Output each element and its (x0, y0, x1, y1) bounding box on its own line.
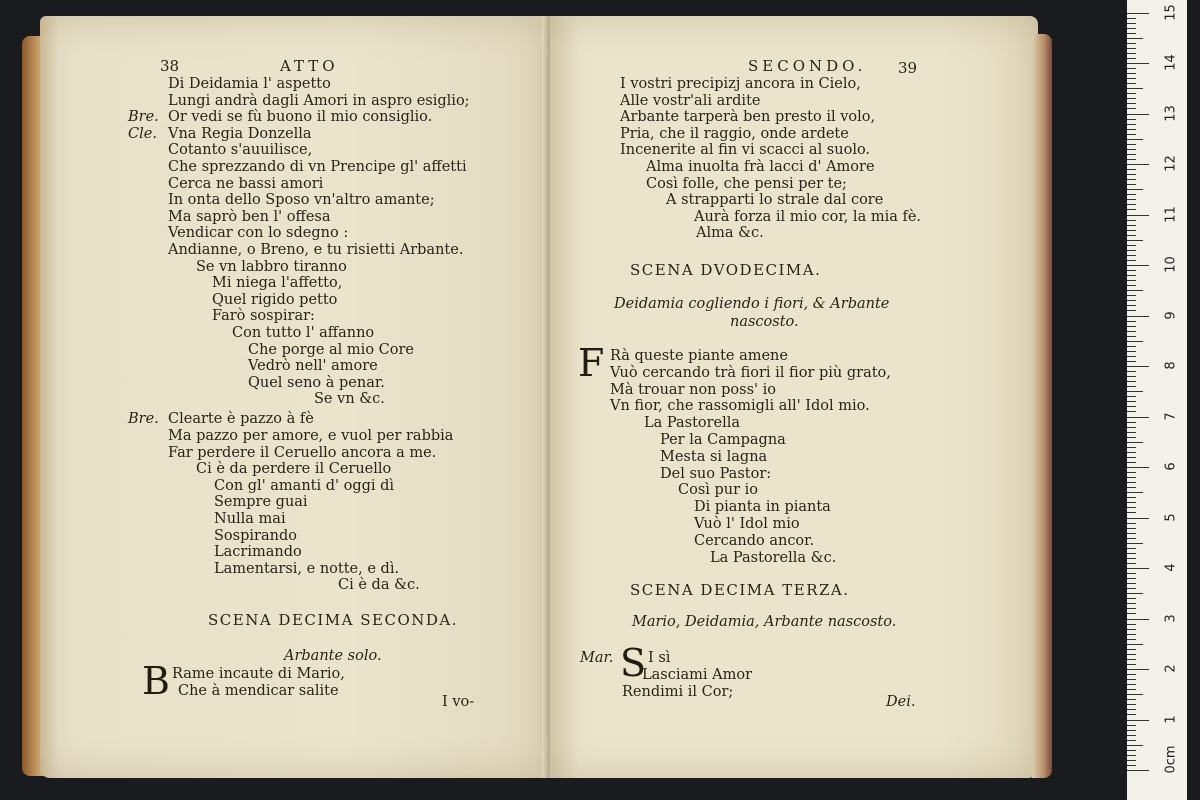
ruler-tick (1127, 411, 1136, 412)
ruler-tick (1127, 280, 1136, 281)
ruler-tick (1127, 361, 1136, 362)
stage-direction: Arbante solo. (284, 648, 382, 664)
ruler-tick (1127, 169, 1136, 170)
ruler-tick (1127, 341, 1143, 342)
ruler-tick (1127, 765, 1136, 766)
ruler-tick (1127, 386, 1136, 387)
verse-line: Rame incaute di Mario, (172, 666, 345, 682)
ruler-tick (1127, 750, 1136, 751)
ruler-tick (1127, 613, 1136, 614)
ruler-label: 8 (1163, 361, 1179, 370)
verse-line: Di Deidamia l' aspetto (168, 76, 331, 92)
ruler-label: 3 (1163, 613, 1179, 623)
ruler-tick (1127, 684, 1136, 685)
verse-line: Così pur io (678, 482, 759, 499)
ruler-tick (1127, 492, 1143, 493)
verse-line: Andianne, o Breno, e tu risietti Arbante. (168, 242, 464, 258)
ruler-tick (1127, 53, 1136, 54)
verse-line: Ma pazzo per amore, e vuol per rabbia (168, 428, 454, 444)
verse-line: Per la Campagna (660, 432, 786, 448)
ruler-tick (1127, 523, 1136, 524)
verse-line: Cercando ancor. (694, 532, 815, 549)
ruler-tick (1127, 270, 1136, 271)
catchword: I vo- (442, 694, 475, 710)
ruler-tick (1127, 356, 1136, 357)
ruler-tick (1127, 694, 1143, 695)
ruler-tick (1127, 649, 1136, 650)
ruler-tick (1127, 639, 1136, 640)
verse-line: Che porge al mio Core (248, 341, 414, 358)
ruler-tick (1127, 669, 1149, 670)
ruler-tick (1127, 391, 1143, 392)
ruler-tick (1127, 371, 1136, 372)
ruler-tick (1127, 401, 1136, 402)
ruler-tick (1127, 709, 1136, 710)
ruler-tick (1127, 603, 1136, 604)
ruler-tick (1127, 593, 1143, 594)
ruler-tick (1127, 220, 1136, 221)
ruler-tick (1127, 608, 1136, 609)
stage-direction: Deidamia cogliendo i fiori, & Arbante (614, 296, 890, 312)
ruler-tick (1127, 179, 1136, 180)
ruler-tick (1127, 472, 1136, 473)
ruler-tick (1127, 689, 1136, 690)
ruler-tick (1127, 93, 1136, 94)
ruler-label: 0cm (1163, 745, 1179, 774)
verse-line: Pria, che il raggio, onde ardete (620, 125, 849, 142)
verse-line: Del suo Pastor: (660, 465, 772, 482)
ruler-label: 9 (1163, 310, 1179, 320)
ruler-tick (1127, 497, 1136, 498)
verse-line: Arbante tarperà ben presto il volo, (620, 109, 876, 126)
ruler-tick (1127, 366, 1149, 367)
ruler-tick (1127, 124, 1136, 125)
verse-line: Lamentarsi, e notte, e dì. (214, 560, 400, 577)
ruler-tick (1127, 215, 1149, 216)
right-running-head: SECONDO. (748, 57, 867, 75)
verse-line: Alma &c. (696, 225, 764, 242)
verse-line: Alma inuolta frà lacci d' Amore (646, 159, 875, 175)
ruler-tick (1127, 114, 1149, 115)
ruler-tick (1127, 533, 1136, 534)
ruler-tick (1127, 674, 1136, 675)
ruler-tick (1127, 538, 1136, 539)
ruler-tick (1127, 108, 1136, 109)
ruler-tick (1127, 427, 1136, 428)
verse-line: Nulla mai (214, 511, 286, 527)
ruler-tick (1127, 336, 1136, 337)
verse-line: Cerca ne bassi amori (168, 175, 324, 192)
verse-line: Incenerite al fin vi scacci al suolo. (620, 142, 871, 159)
ruler-tick (1127, 285, 1136, 286)
ruler-tick (1127, 174, 1136, 175)
ruler-label: 10 (1163, 256, 1179, 273)
scene-heading: SCENA DECIMA TERZA. (630, 581, 850, 599)
ruler-tick (1127, 422, 1136, 423)
ruler-tick (1127, 68, 1136, 69)
ruler-tick (1127, 18, 1136, 19)
verse-line: La Pastorella (644, 415, 741, 432)
ruler-tick (1127, 588, 1136, 589)
verse-line: Lasciami Amor (642, 667, 752, 683)
ruler-tick (1127, 452, 1136, 453)
ruler-tick (1127, 659, 1136, 660)
verse-line: Con tutto l' affanno (232, 325, 375, 341)
book-cover-edge-right (1032, 34, 1052, 778)
verse-line: Di pianta in pianta (694, 499, 831, 516)
drop-capital: B (142, 659, 170, 703)
ruler-tick (1127, 406, 1136, 407)
verse-line: Mesta si lagna (660, 448, 768, 465)
ruler-tick (1127, 376, 1136, 377)
ruler-tick (1127, 316, 1149, 317)
ruler-tick (1127, 477, 1136, 478)
verse-line: Ci è da &c. (338, 577, 420, 594)
ruler-tick (1127, 275, 1136, 276)
verse-line: Quel rigido petto (212, 291, 338, 308)
ruler-tick (1127, 568, 1149, 569)
ruler-label: 12 (1163, 155, 1179, 172)
ruler-tick (1127, 487, 1136, 488)
ruler-label: 1 (1163, 714, 1179, 724)
verse-line: Sempre guai (214, 494, 308, 511)
ruler-tick (1127, 745, 1143, 746)
ruler-tick (1127, 528, 1136, 529)
ruler-label: 7 (1163, 411, 1179, 421)
ruler-tick (1127, 629, 1136, 630)
ruler-tick (1127, 290, 1143, 291)
ruler-tick (1127, 558, 1136, 559)
ruler-tick (1127, 548, 1136, 549)
ruler-tick (1127, 518, 1149, 519)
ruler-tick (1127, 720, 1149, 721)
ruler-tick (1127, 437, 1136, 438)
ruler-tick (1127, 553, 1136, 554)
verse-line: In onta dello Sposo vn'altro amante; (168, 192, 435, 209)
ruler-tick (1127, 573, 1136, 574)
ruler-tick (1127, 154, 1136, 155)
catchword: Dei. (886, 694, 916, 710)
verse-line: La Pastorella &c. (710, 549, 837, 566)
speaker-label: Mar. (580, 650, 614, 666)
ruler-label: 11 (1163, 205, 1179, 223)
verse-line: Sospirando (214, 527, 297, 544)
speaker-label: Bre. (128, 109, 159, 126)
ruler-tick (1127, 346, 1136, 347)
ruler-tick (1127, 255, 1136, 256)
verse-line: Ci è da perdere il Ceruello (196, 461, 392, 478)
ruler-tick (1127, 28, 1136, 29)
verse-line: Mà trouar non poss' io (610, 381, 776, 398)
ruler-tick (1127, 225, 1136, 226)
ruler-label: 2 (1163, 664, 1179, 673)
ruler-tick (1127, 760, 1136, 761)
measuring-ruler (1127, 0, 1187, 800)
ruler-tick (1127, 63, 1149, 64)
ruler-tick (1127, 664, 1136, 665)
verse-line: Aurà forza il mio cor, la mia fè. (694, 208, 922, 225)
ruler-tick (1127, 144, 1136, 145)
ruler-tick (1127, 730, 1136, 731)
verse-line: Cotanto s'auuilisce, (168, 142, 313, 159)
ruler-tick (1127, 725, 1136, 726)
ruler-tick (1127, 33, 1136, 34)
verse-line: Clearte è pazzo à fè (168, 411, 314, 428)
ruler-tick (1127, 699, 1136, 700)
ruler-tick (1127, 598, 1136, 599)
verse-line: Lacrimando (214, 544, 302, 561)
verse-line: Lungi andrà dagli Amori in aspro esiglio; (168, 92, 470, 109)
scene-heading: SCENA DECIMA SECONDA. (208, 611, 459, 629)
ruler-tick (1127, 543, 1143, 544)
ruler-tick (1127, 250, 1136, 251)
ruler-tick (1127, 103, 1136, 104)
verse-line: Vuò l' Idol mio (694, 516, 800, 532)
ruler-tick (1127, 73, 1136, 74)
ruler-tick (1127, 512, 1136, 513)
verse-line: Vn fior, che rassomigli all' Idol mio. (610, 398, 870, 415)
ruler-tick (1127, 48, 1136, 49)
ruler-tick (1127, 13, 1149, 14)
verse-line: Farò sospirar: (212, 308, 315, 325)
ruler-tick (1127, 184, 1136, 185)
ruler-tick (1127, 159, 1136, 160)
ruler-tick (1127, 467, 1149, 468)
ruler-tick (1127, 98, 1136, 99)
verse-line: Rà queste piante amene (610, 348, 788, 364)
ruler-tick (1127, 654, 1136, 655)
verse-line: Vuò cercando trà fiori il fior più grato, (610, 364, 891, 381)
drop-capital: S (620, 641, 647, 685)
ruler-tick (1127, 326, 1136, 327)
ruler-tick (1127, 129, 1136, 130)
ruler-tick (1127, 634, 1136, 635)
ruler-tick (1127, 300, 1136, 301)
ruler-tick (1127, 240, 1143, 241)
ruler-tick (1127, 735, 1136, 736)
ruler-tick (1127, 310, 1136, 311)
ruler-tick (1127, 164, 1149, 165)
verse-line: Mi niega l'affetto, (212, 275, 343, 292)
ruler-tick (1127, 78, 1136, 79)
scene-heading: SCENA DVODECIMA. (630, 261, 822, 279)
verse-line: Che à mendicar salite (178, 683, 339, 699)
ruler-tick (1127, 83, 1136, 84)
verse-line: Or vedi se fù buono il mio consiglio. (168, 109, 433, 126)
speaker-label: Cle. (128, 125, 157, 142)
ruler-tick (1127, 43, 1136, 44)
ruler-tick (1127, 619, 1149, 620)
verse-line: Vedrò nell' amore (248, 358, 378, 375)
ruler-tick (1127, 139, 1143, 140)
verse-line: Se vn &c. (314, 391, 385, 408)
ruler-tick (1127, 563, 1136, 564)
verse-line: I sì (648, 650, 671, 666)
ruler-tick (1127, 209, 1136, 210)
ruler-tick (1127, 260, 1136, 261)
verse-line: A strapparti lo strale dal core (666, 192, 884, 209)
ruler-tick (1127, 199, 1136, 200)
ruler-tick (1127, 770, 1149, 771)
verse-line: Vna Regia Donzella (168, 125, 312, 142)
ruler-tick (1127, 149, 1136, 150)
ruler-tick (1127, 230, 1136, 231)
ruler-tick (1127, 88, 1143, 89)
ruler-tick (1127, 189, 1143, 190)
ruler-tick (1127, 507, 1136, 508)
ruler-tick (1127, 351, 1136, 352)
left-running-head: ATTO (280, 57, 339, 75)
ruler-tick (1127, 265, 1149, 266)
verse-line: Con gl' amanti d' oggi dì (214, 477, 395, 494)
ruler-tick (1127, 119, 1136, 120)
speaker-label: Bre. (128, 411, 159, 428)
ruler-tick (1127, 58, 1136, 59)
verse-line: Così folle, che pensi per te; (646, 175, 847, 192)
ruler-label: 15 (1163, 3, 1179, 21)
ruler-tick (1127, 457, 1136, 458)
verse-line: Ma saprò ben l' offesa (168, 208, 331, 225)
ruler-tick (1127, 578, 1136, 579)
ruler-tick (1127, 704, 1136, 705)
ruler-tick (1127, 23, 1136, 24)
ruler-tick (1127, 740, 1136, 741)
ruler-tick (1127, 417, 1149, 418)
ruler-tick (1127, 194, 1136, 195)
verse-line: Vendicar con lo sdegno : (168, 225, 349, 242)
ruler-tick (1127, 321, 1136, 322)
ruler-tick (1127, 447, 1136, 448)
ruler-label: 14 (1163, 54, 1179, 71)
ruler-label: 4 (1163, 563, 1179, 572)
ruler-tick (1127, 482, 1136, 483)
ruler-tick (1127, 134, 1136, 135)
right-page-number: 39 (898, 59, 918, 77)
ruler-tick (1127, 38, 1143, 39)
verse-line: I vostri precipizj ancora in Cielo, (620, 76, 861, 92)
ruler-tick (1127, 331, 1136, 332)
ruler-tick (1127, 624, 1136, 625)
ruler-tick (1127, 396, 1136, 397)
left-page-number: 38 (160, 57, 180, 75)
drop-capital: F (578, 341, 605, 385)
verse-line: Quel seno à penar. (248, 374, 385, 391)
verse-line: Alle vostr'ali ardite (620, 92, 761, 109)
verse-line: Far perdere il Ceruello ancora a me. (168, 444, 437, 461)
ruler-tick (1127, 583, 1136, 584)
ruler-tick (1127, 381, 1136, 382)
verse-line: Che sprezzando di vn Prencipe gl' affetti (168, 159, 467, 175)
ruler-tick (1127, 245, 1136, 246)
ruler-label: 13 (1163, 104, 1179, 122)
ruler-tick (1127, 442, 1143, 443)
ruler-label: 6 (1163, 462, 1179, 471)
verse-line: Rendimi il Cor; (622, 684, 734, 700)
ruler-tick (1127, 204, 1136, 205)
ruler-tick (1127, 755, 1136, 756)
ruler-tick (1127, 432, 1136, 433)
ruler-label: 5 (1163, 512, 1179, 522)
ruler-tick (1127, 714, 1136, 715)
ruler-tick (1127, 502, 1136, 503)
ruler-tick (1127, 679, 1136, 680)
stage-direction: Mario, Deidamia, Arbante nascosto. (632, 614, 897, 630)
ruler-tick (1127, 235, 1136, 236)
ruler-tick (1127, 644, 1143, 645)
verse-line: Se vn labbro tiranno (196, 258, 347, 275)
stage-direction: nascosto. (730, 314, 799, 330)
ruler-tick (1127, 462, 1136, 463)
ruler-tick (1127, 295, 1136, 296)
ruler-tick (1127, 305, 1136, 306)
